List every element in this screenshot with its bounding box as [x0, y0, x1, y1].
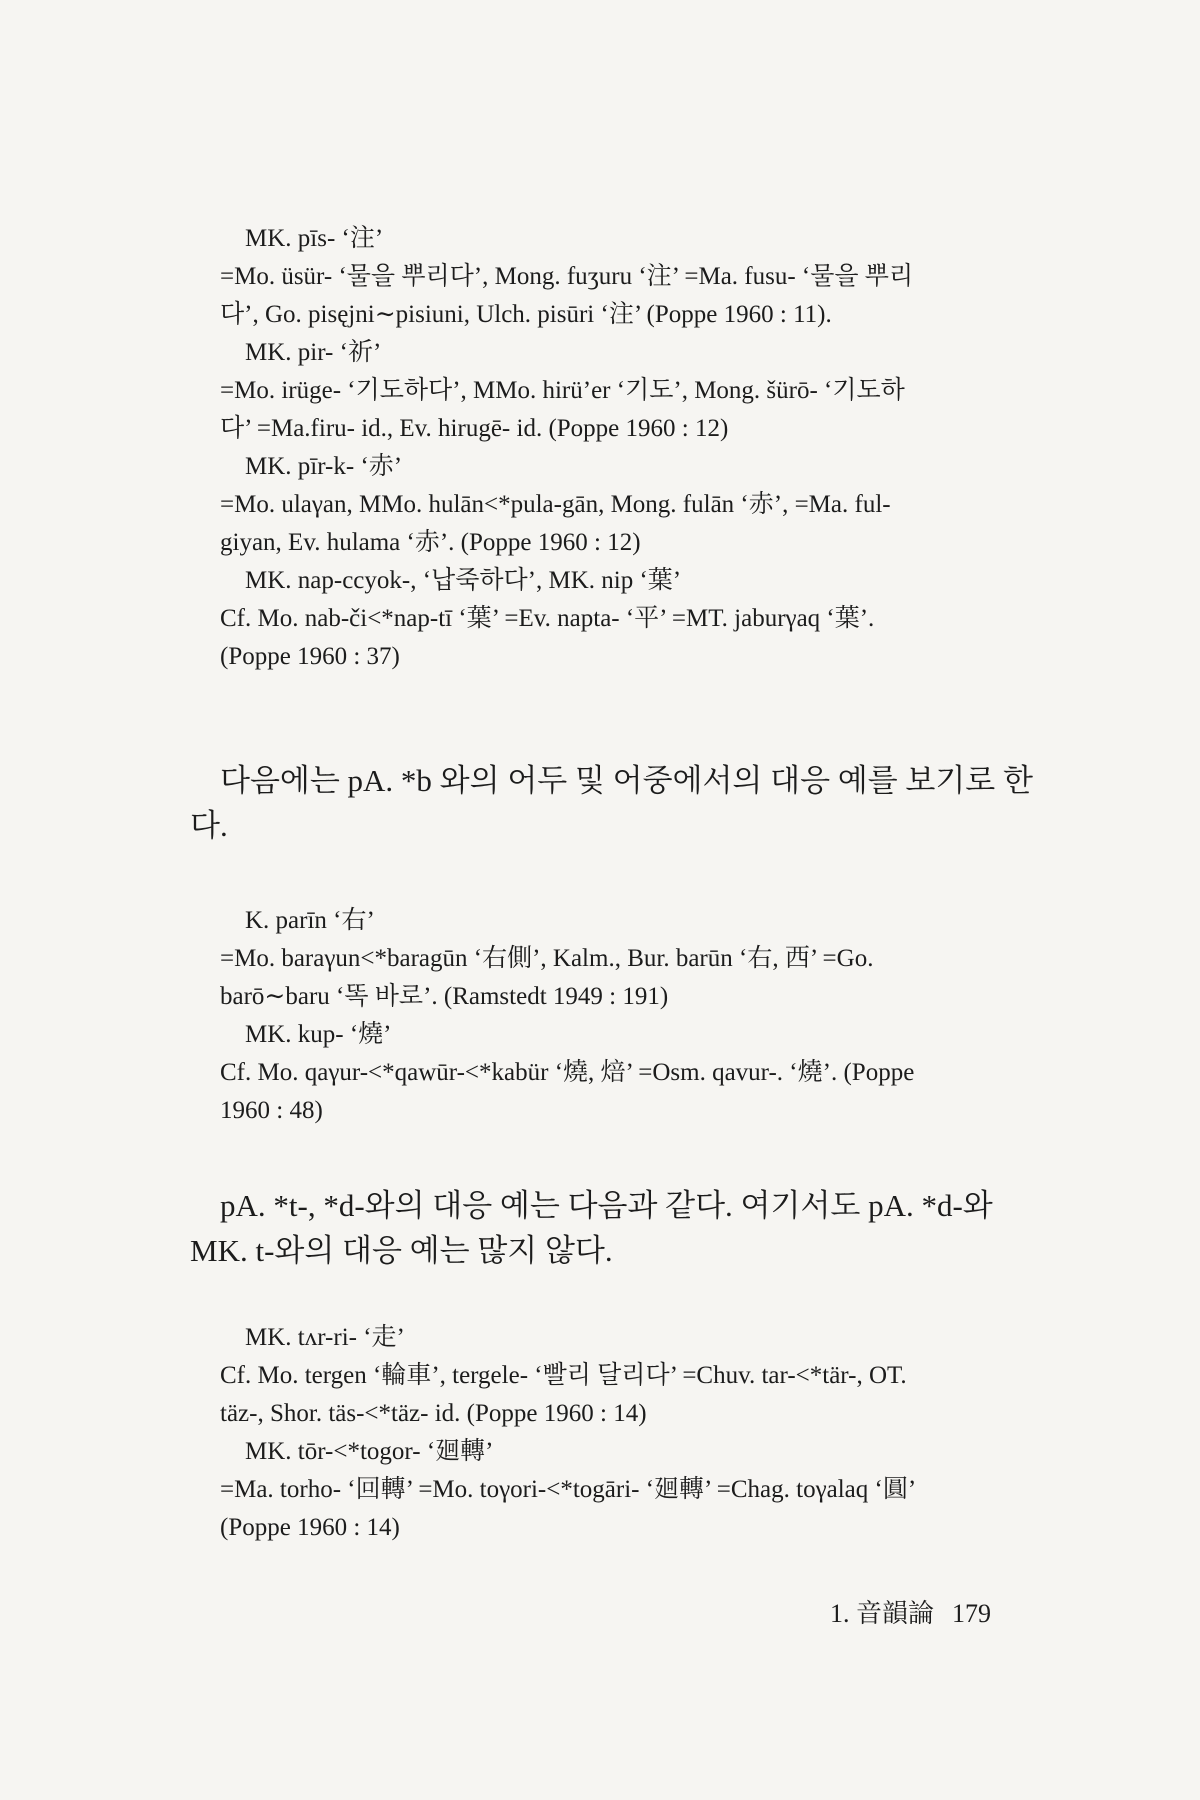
text-line: =Mo. irüge- ‘기도하다’, MMo. hirü’er ‘기도’, Mong. šürō- ‘기도하 — [220, 377, 905, 404]
headword-line: MK. tʌr-ri- ‘走’ — [245, 1324, 405, 1351]
text-line: =Mo. baraγun<*baragūn ‘右側’, Kalm., Bur. barūn ‘右, 西’ =Go. — [220, 945, 874, 972]
text-line: =Ma. torho- ‘回轉’ =Mo. toγori-<*togāri- ‘廻轉’ =Chag. toγalaq ‘圓’ — [220, 1476, 917, 1503]
headword-line: MK. pīr-k- ‘赤’ — [245, 453, 403, 480]
headword-line: MK. kup- ‘燒’ — [245, 1021, 392, 1048]
text-line: Cf. Mo. nab-či<*nap-tī ‘葉’ =Ev. napta- ‘平’ =MT. jaburγaq ‘葉’. — [220, 605, 875, 632]
text-line: =Mo. ulaγan, MMo. hulān<*pula-gān, Mong. fulān ‘赤’, =Ma. ful- — [220, 491, 891, 518]
headword-line: MK. tōr-<*togor- ‘廻轉’ — [245, 1438, 494, 1465]
text-line: 다’, Go. pisęjni∼pisiuni, Ulch. pisūri ‘注’ (Poppe 1960 : 11). — [220, 301, 832, 328]
text-line: barō∼baru ‘똑 바로’. (Ramstedt 1949 : 191) — [220, 983, 669, 1010]
headword-line: K. parīn ‘右’ — [245, 907, 375, 934]
text-line: Cf. Mo. qaγur-<*qawūr-<*kabür ‘燒, 焙’ =Osm. qavur-. ‘燒’. (Poppe — [220, 1059, 915, 1086]
text-line: =Mo. üsür- ‘물을 뿌리다’, Mong. fuʒuru ‘注’ =Ma. fusu- ‘물을 뿌리 — [220, 263, 914, 290]
paragraph-line: pA. *t-, *d-와의 대응 예는 다음과 같다. 여기서도 pA. *d-와 — [220, 1188, 993, 1223]
text-line: giyan, Ev. hulama ‘赤’. (Poppe 1960 : 12) — [220, 529, 641, 556]
page-footer — [830, 1593, 991, 1630]
paragraph-line: 다음에는 pA. *b 와의 어두 및 어중에서의 대응 예를 보기로 한 — [220, 763, 1033, 798]
text-line: 다’ =Ma.firu- id., Ev. hirugē- id. (Poppe 1960 : 12) — [220, 415, 729, 442]
paragraph-t-intro — [190, 1190, 1030, 1266]
headword-line: MK. pir- ‘祈’ — [245, 339, 382, 366]
text-line: täz-, Shor. täs-<*täz- id. (Poppe 1960 : 14) — [220, 1400, 647, 1427]
text-line: (Poppe 1960 : 37) — [220, 643, 400, 670]
paragraph-line: 다. — [190, 808, 228, 843]
headword-line: MK. nap-ccyok-, ‘납죽하다’, MK. nip ‘葉’ — [245, 567, 682, 594]
paragraph-line: MK. t-와의 대응 예는 많지 않다. — [190, 1233, 613, 1268]
text-line: 1960 : 48) — [220, 1097, 323, 1124]
text-line: Cf. Mo. tergen ‘輪車’, tergele- ‘빨리 달리다’ =Chuv. tar-<*tär-, OT. — [220, 1362, 907, 1389]
headword-line: MK. pīs- ‘注’ — [245, 225, 384, 252]
section-title: 1. 音韻論 — [830, 1599, 935, 1628]
paragraph-b-intro — [190, 763, 1033, 843]
text-line: (Poppe 1960 : 14) — [220, 1514, 400, 1541]
page-number: 179 — [952, 1599, 992, 1628]
